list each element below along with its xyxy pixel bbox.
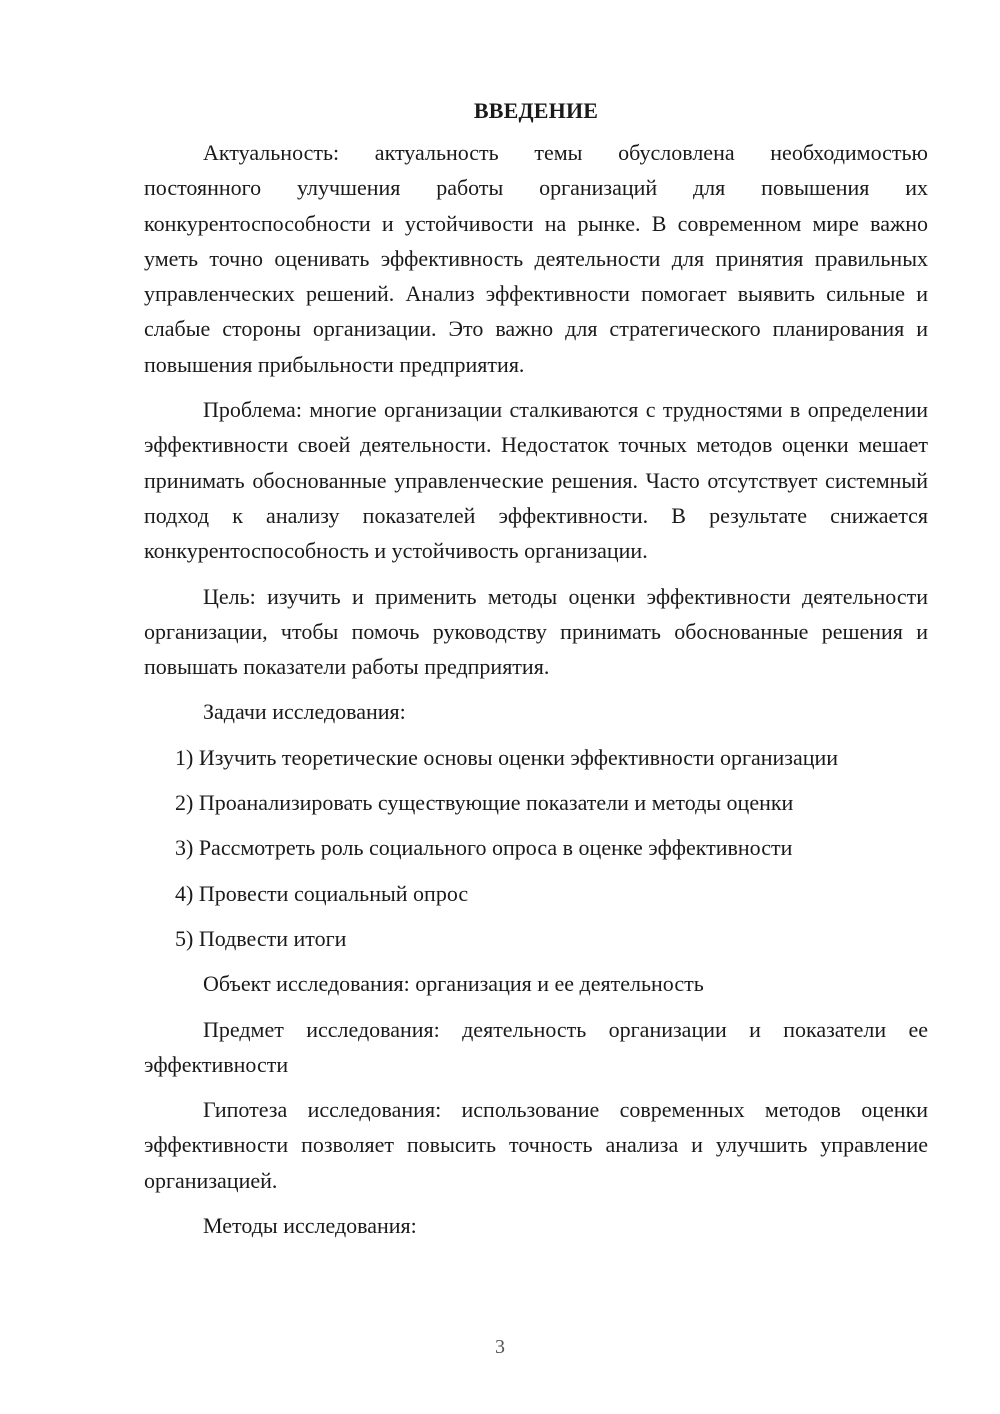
paragraph-goal: Цель: изучить и применить методы оценки эффективности деятельности организации, чтобы помочь руководству принимать обоснованные решения и повышать показатели работы предприятия. bbox=[144, 583, 928, 680]
methods-heading: Методы исследования: bbox=[203, 1213, 417, 1239]
paragraph-object: Объект исследования: организация и ее деятельность bbox=[203, 971, 704, 997]
paragraph-relevance: Актуальность: актуальность темы обусловлена необходимостью постоянного улучшения работы организаций для повышения их конкурентоспособности и устойчивости на рынке. В современном мире важно уметь точно оценивать эффективность деятельности для принятия правильных управленческих решений. Анализ эффективности помогает выявить сильные и слабые стороны организации. Это важно для стратегического планирования и повышения прибыльности предприятия. bbox=[144, 140, 928, 377]
paragraph-subject: Предмет исследования: деятельность организации и показатели ее эффективности bbox=[144, 1016, 928, 1077]
list-item: 3) Рассмотреть роль социального опроса в оценке эффективности bbox=[175, 835, 793, 861]
page-content bbox=[144, 95, 928, 1253]
list-item: 1) Изучить теоретические основы оценки эффективности организации bbox=[175, 744, 839, 770]
tasks-list bbox=[144, 740, 928, 956]
paragraph-problem: Проблема: многие организации сталкиваются с трудностями в определении эффективности своей деятельности. Недостаток точных методов оценки мешает принимать обоснованные управленческие решения. Часто отсутствует системный подход к анализу показателей эффективности. В результате снижается конкурентоспособность и устойчивость организации. bbox=[144, 397, 928, 564]
paragraph-hypothesis: Гипотеза исследования: использование современных методов оценки эффективности позволяет повысить точность анализа и улучшить управление организацией. bbox=[144, 1097, 928, 1193]
list-item: 5) Подвести итоги bbox=[175, 925, 347, 951]
section-title: ВВЕДЕНИЕ bbox=[473, 98, 599, 123]
tasks-heading: Задачи исследования: bbox=[203, 699, 406, 725]
page-number: 3 bbox=[495, 1336, 505, 1358]
list-item: 4) Провести социальный опрос bbox=[175, 880, 469, 906]
list-item: 2) Проанализировать существующие показатели и методы оценки bbox=[175, 790, 794, 816]
